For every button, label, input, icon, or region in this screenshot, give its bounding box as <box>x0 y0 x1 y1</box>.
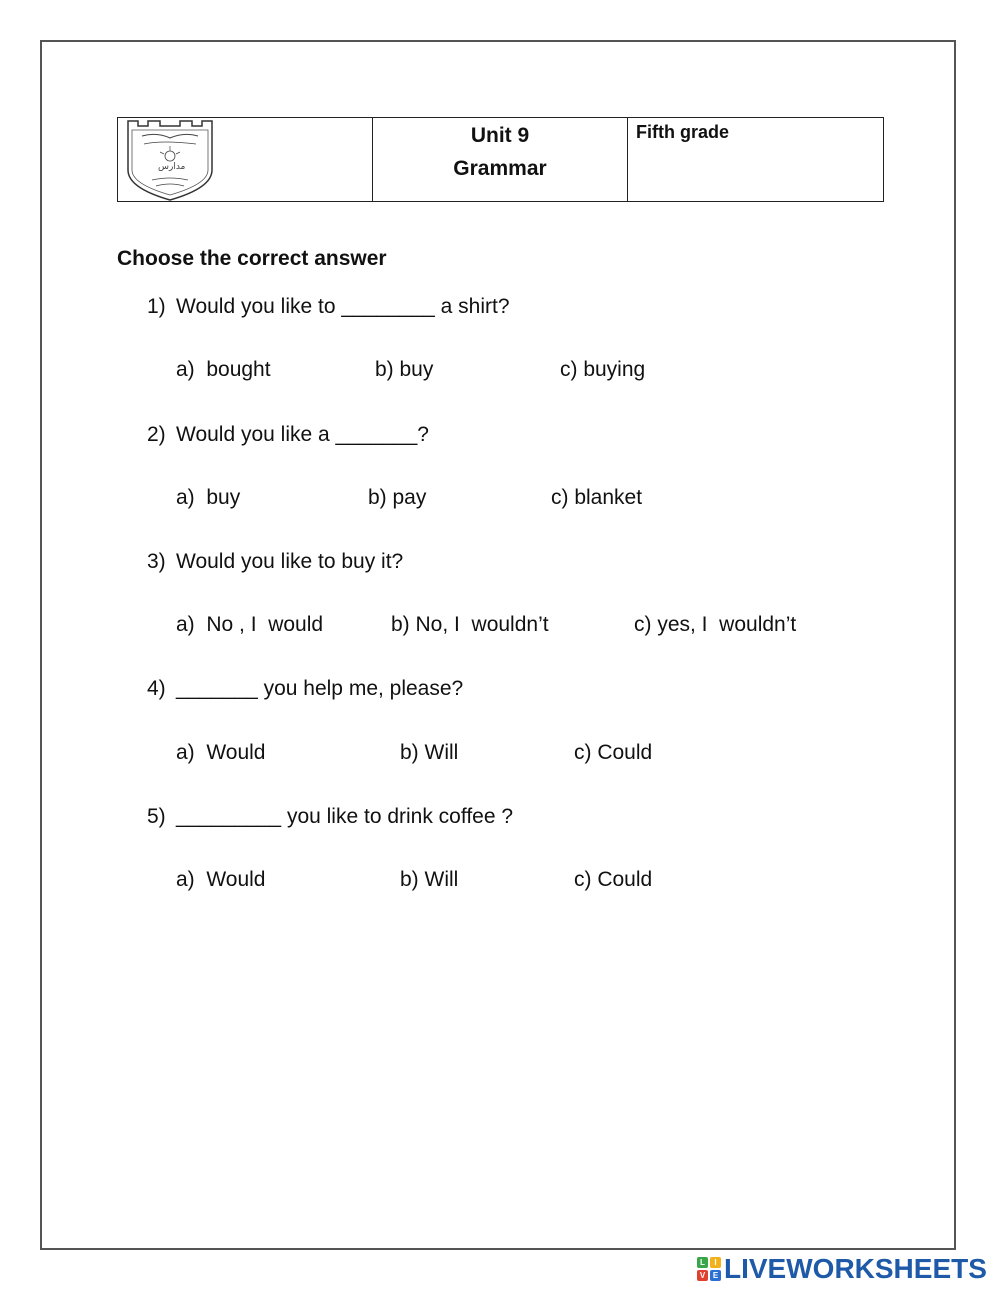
instructions: Choose the correct answer <box>117 247 387 270</box>
question-2 <box>147 423 429 447</box>
option-5a[interactable]: a) Would <box>176 868 266 891</box>
liveworksheets-brand[interactable] <box>697 1254 987 1284</box>
question-text: Would you like a _______? <box>176 423 429 446</box>
grade-cell <box>628 118 884 202</box>
unit-cell <box>373 118 628 202</box>
brand-square-e: E <box>710 1270 721 1281</box>
brand-logo-icon <box>697 1257 721 1281</box>
page-border <box>40 40 956 1250</box>
logo-inscription: مدارس <box>158 162 186 172</box>
brand-square-l: L <box>697 1257 708 1268</box>
question-number: 5) <box>147 805 166 828</box>
brand-square-i: I <box>710 1257 721 1268</box>
header-table <box>117 117 884 202</box>
grade-label: Fifth grade <box>636 122 729 142</box>
option-1c[interactable]: c) buying <box>560 358 646 381</box>
option-4c[interactable]: c) Could <box>574 741 653 764</box>
question-number: 1) <box>147 295 166 318</box>
question-number: 3) <box>147 550 166 573</box>
option-2b[interactable]: b) pay <box>368 486 427 509</box>
question-4 <box>147 677 463 701</box>
question-3 <box>147 550 403 574</box>
question-text: Would you like to ________ a shirt? <box>176 295 510 318</box>
option-3a[interactable]: a) No , I would <box>176 613 324 636</box>
school-logo <box>118 118 372 201</box>
question-text: _______ you help me, please? <box>176 677 464 700</box>
option-1a[interactable]: a) bought <box>176 358 271 381</box>
option-3c[interactable]: c) yes, I wouldn’t <box>634 613 797 636</box>
question-number: 4) <box>147 677 166 700</box>
brand-text: LIVEWORKSHEETS <box>724 1253 987 1284</box>
option-2c[interactable]: c) blanket <box>551 486 643 509</box>
question-text: Would you like to buy it? <box>176 550 404 573</box>
school-crest-icon <box>122 118 218 202</box>
logo-cell <box>118 118 373 202</box>
brand-square-v: V <box>697 1270 708 1281</box>
question-text: _________ you like to drink coffee ? <box>176 805 514 828</box>
option-1b[interactable]: b) buy <box>375 358 434 381</box>
option-3b[interactable]: b) No, I wouldn’t <box>391 613 549 636</box>
question-1 <box>147 295 510 319</box>
option-4b[interactable]: b) Will <box>400 741 459 764</box>
question-5 <box>147 805 513 829</box>
option-4a[interactable]: a) Would <box>176 741 266 764</box>
unit-subtitle: Grammar <box>453 157 547 180</box>
unit-title: Unit 9 <box>470 124 530 147</box>
option-2a[interactable]: a) buy <box>176 486 241 509</box>
option-5b[interactable]: b) Will <box>400 868 459 891</box>
option-5c[interactable]: c) Could <box>574 868 653 891</box>
question-number: 2) <box>147 423 166 446</box>
